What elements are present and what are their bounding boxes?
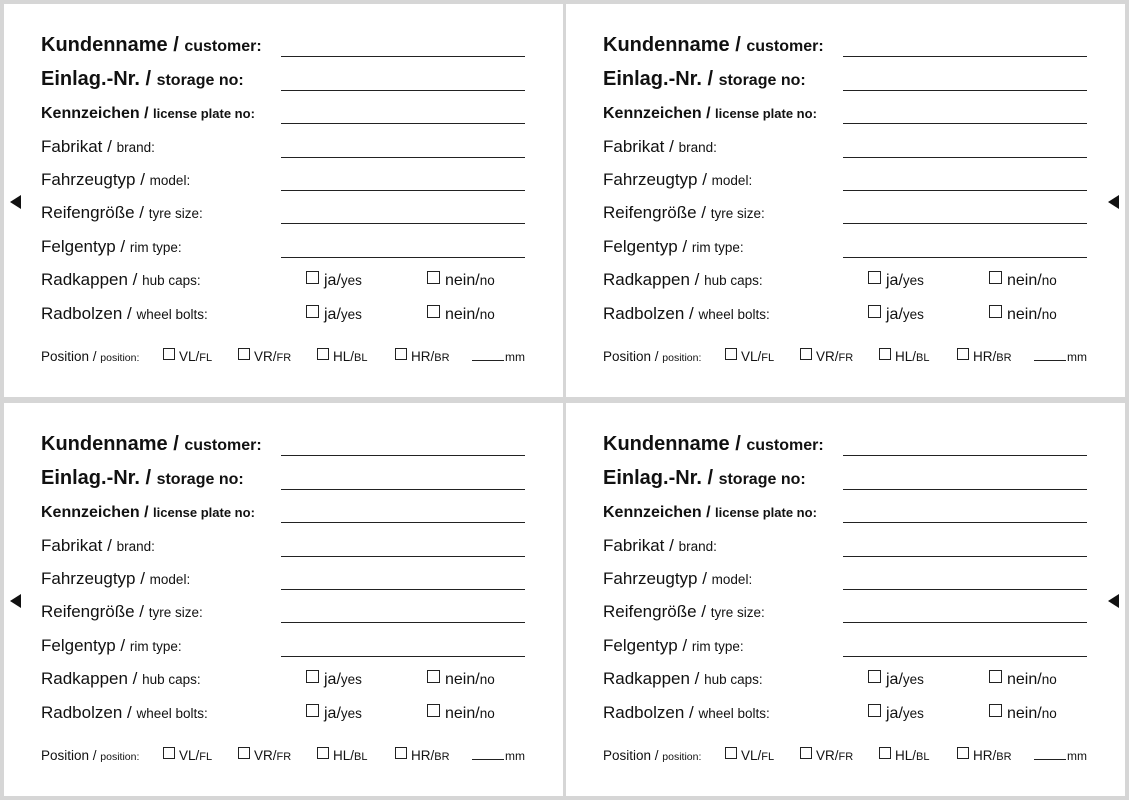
tread-depth-blank (1034, 360, 1066, 361)
tread-depth-field[interactable]: mm (472, 749, 525, 763)
checkbox-icon (317, 747, 329, 759)
triangle-pointer-icon (1108, 195, 1119, 209)
wheel-bolts-label: Radbolzen / wheel bolts: (603, 703, 770, 722)
hub-caps-row (41, 263, 525, 297)
checkbox-icon (427, 305, 440, 318)
tyre-storage-label-2 (566, 4, 1125, 397)
checkbox-icon (238, 747, 250, 759)
checkbox-icon (868, 704, 881, 717)
hub-caps-no-checkbox[interactable]: nein/no (427, 271, 495, 291)
checkbox-icon (989, 305, 1002, 318)
triangle-pointer-icon (10, 594, 21, 608)
customer-name-field[interactable] (281, 56, 525, 57)
model-row (603, 163, 1087, 197)
customer-name-field[interactable] (281, 455, 525, 456)
triangle-pointer-icon (10, 195, 21, 209)
brand-row (603, 529, 1087, 563)
wheel-bolts-no-checkbox[interactable]: nein/no (989, 305, 1057, 325)
customer-name-label: Kundenname / customer: (603, 433, 824, 455)
wheel-bolts-yes-checkbox[interactable]: ja/yes (306, 305, 362, 325)
checkbox-icon (989, 704, 1002, 717)
position-bl-checkbox[interactable]: HL/BL (317, 747, 367, 763)
checkbox-icon (317, 348, 329, 360)
tyre-size-label: Reifengröße / tyre size: (603, 203, 765, 222)
license-plate-field[interactable] (281, 522, 525, 523)
customer-name-label: Kundenname / customer: (603, 34, 824, 56)
wheel-bolts-label: Radbolzen / wheel bolts: (41, 304, 208, 323)
wheel-bolts-label: Radbolzen / wheel bolts: (603, 304, 770, 323)
storage-no-label: Einlag.-Nr. / storage no: (603, 467, 806, 489)
hub-caps-no-checkbox[interactable]: nein/no (989, 271, 1057, 291)
rim-type-row (41, 230, 525, 264)
license-plate-label: Kennzeichen / license plate no: (603, 504, 817, 521)
checkbox-icon (306, 670, 319, 683)
position-fr-checkbox[interactable]: VR/FR (800, 348, 853, 364)
customer-name-row (603, 428, 1087, 462)
license-plate-row (603, 96, 1087, 130)
license-plate-field[interactable] (281, 123, 525, 124)
storage-no-field[interactable] (843, 90, 1087, 91)
checkbox-icon (306, 271, 319, 284)
position-fl-checkbox[interactable]: VL/FL (725, 747, 774, 763)
model-label: Fahrzeugtyp / model: (603, 170, 753, 189)
tyre-size-row (41, 196, 525, 230)
wheel-bolts-yes-checkbox[interactable]: ja/yes (306, 704, 362, 724)
checkbox-icon (427, 670, 440, 683)
tyre-size-row (603, 196, 1087, 230)
license-plate-row (41, 495, 525, 529)
tyre-size-field[interactable] (843, 223, 1087, 224)
wheel-bolts-yes-checkbox[interactable]: ja/yes (868, 305, 924, 325)
model-label: Fahrzeugtyp / model: (41, 569, 191, 588)
rim-type-label: Felgentyp / rim type: (41, 636, 182, 655)
customer-name-row (41, 29, 525, 63)
storage-no-label: Einlag.-Nr. / storage no: (41, 68, 244, 90)
position-br-checkbox[interactable]: HR/BR (395, 348, 450, 364)
checkbox-icon (989, 271, 1002, 284)
tyre-size-field[interactable] (843, 622, 1087, 623)
position-row (41, 741, 525, 769)
hub-caps-label: Radkappen / hub caps: (603, 669, 763, 688)
customer-name-row (41, 428, 525, 462)
customer-name-row (603, 29, 1087, 63)
checkbox-icon (238, 348, 250, 360)
brand-label: Fabrikat / brand: (41, 137, 155, 156)
rim-type-field[interactable] (843, 257, 1087, 258)
model-field[interactable] (843, 190, 1087, 191)
tyre-storage-label-3 (4, 403, 563, 796)
checkbox-icon (725, 747, 737, 759)
checkbox-icon (868, 305, 881, 318)
storage-no-field[interactable] (843, 489, 1087, 490)
tyre-size-label: Reifengröße / tyre size: (603, 602, 765, 621)
wheel-bolts-row (603, 297, 1087, 331)
storage-no-row (603, 462, 1087, 496)
tyre-storage-label-4 (566, 403, 1125, 796)
checkbox-icon (395, 747, 407, 759)
license-plate-label: Kennzeichen / license plate no: (41, 504, 255, 521)
wheel-bolts-no-checkbox[interactable]: nein/no (989, 704, 1057, 724)
position-fl-checkbox[interactable]: VL/FL (725, 348, 774, 364)
wheel-bolts-no-checkbox[interactable]: nein/no (427, 704, 495, 724)
position-bl-checkbox[interactable]: HL/BL (879, 747, 929, 763)
model-field[interactable] (281, 589, 525, 590)
hub-caps-yes-checkbox[interactable]: ja/yes (306, 271, 362, 291)
wheel-bolts-row (41, 696, 525, 730)
hub-caps-label: Radkappen / hub caps: (41, 669, 201, 688)
checkbox-icon (957, 348, 969, 360)
customer-name-label: Kundenname / customer: (41, 433, 262, 455)
hub-caps-row (41, 662, 525, 696)
storage-no-row (41, 462, 525, 496)
tyre-size-label: Reifengröße / tyre size: (41, 203, 203, 222)
checkbox-icon (800, 747, 812, 759)
hub-caps-yes-checkbox[interactable]: ja/yes (868, 670, 924, 690)
brand-row (41, 529, 525, 563)
tyre-size-row (603, 595, 1087, 629)
position-bl-checkbox[interactable]: HL/BL (879, 348, 929, 364)
tread-depth-field[interactable]: mm (1034, 350, 1087, 364)
checkbox-icon (306, 704, 319, 717)
wheel-bolts-label: Radbolzen / wheel bolts: (41, 703, 208, 722)
checkbox-icon (306, 305, 319, 318)
checkbox-icon (879, 747, 891, 759)
rim-type-row (603, 230, 1087, 264)
storage-no-label: Einlag.-Nr. / storage no: (41, 467, 244, 489)
hub-caps-no-checkbox[interactable]: nein/no (427, 670, 495, 690)
tyre-size-field[interactable] (281, 223, 525, 224)
position-br-checkbox[interactable]: HR/BR (957, 348, 1012, 364)
checkbox-icon (427, 704, 440, 717)
checkbox-icon (868, 271, 881, 284)
model-row (603, 562, 1087, 596)
checkbox-icon (395, 348, 407, 360)
model-row (41, 163, 525, 197)
license-plate-field[interactable] (843, 123, 1087, 124)
hub-caps-yes-checkbox[interactable]: ja/yes (306, 670, 362, 690)
position-bl-checkbox[interactable]: HL/BL (317, 348, 367, 364)
hub-caps-row (603, 662, 1087, 696)
license-plate-label: Kennzeichen / license plate no: (603, 105, 817, 122)
storage-no-row (41, 63, 525, 97)
hub-caps-yes-checkbox[interactable]: ja/yes (868, 271, 924, 291)
tread-depth-blank (1034, 759, 1066, 760)
position-fl-checkbox[interactable]: VL/FL (163, 747, 212, 763)
customer-name-label: Kundenname / customer: (41, 34, 262, 56)
storage-no-field[interactable] (281, 90, 525, 91)
position-br-checkbox[interactable]: HR/BR (395, 747, 450, 763)
model-label: Fahrzeugtyp / model: (41, 170, 191, 189)
brand-field[interactable] (843, 556, 1087, 557)
brand-label: Fabrikat / brand: (603, 137, 717, 156)
hub-caps-label: Radkappen / hub caps: (41, 270, 201, 289)
rim-type-label: Felgentyp / rim type: (603, 237, 744, 256)
triangle-pointer-icon (1108, 594, 1119, 608)
license-plate-row (603, 495, 1087, 529)
position-fr-checkbox[interactable]: VR/FR (800, 747, 853, 763)
position-fr-checkbox[interactable]: VR/FR (238, 747, 291, 763)
rim-type-field[interactable] (281, 656, 525, 657)
wheel-bolts-row (41, 297, 525, 331)
checkbox-icon (163, 348, 175, 360)
checkbox-icon (163, 747, 175, 759)
brand-row (603, 130, 1087, 164)
rim-type-label: Felgentyp / rim type: (603, 636, 744, 655)
tyre-size-label: Reifengröße / tyre size: (41, 602, 203, 621)
rim-type-row (603, 629, 1087, 663)
storage-no-field[interactable] (281, 489, 525, 490)
rim-type-field[interactable] (281, 257, 525, 258)
model-row (41, 562, 525, 596)
position-label: Position / position: (603, 748, 702, 763)
license-plate-field[interactable] (843, 522, 1087, 523)
rim-type-row (41, 629, 525, 663)
label-sheet (4, 4, 1125, 796)
storage-no-label: Einlag.-Nr. / storage no: (603, 68, 806, 90)
wheel-bolts-row (603, 696, 1087, 730)
tyre-size-field[interactable] (281, 622, 525, 623)
model-label: Fahrzeugtyp / model: (603, 569, 753, 588)
checkbox-icon (725, 348, 737, 360)
position-label: Position / position: (603, 349, 702, 364)
checkbox-icon (427, 271, 440, 284)
storage-no-row (603, 63, 1087, 97)
tread-depth-blank (472, 360, 504, 361)
checkbox-icon (989, 670, 1002, 683)
wheel-bolts-yes-checkbox[interactable]: ja/yes (868, 704, 924, 724)
rim-type-label: Felgentyp / rim type: (41, 237, 182, 256)
license-plate-label: Kennzeichen / license plate no: (41, 105, 255, 122)
brand-field[interactable] (843, 157, 1087, 158)
position-label: Position / position: (41, 349, 140, 364)
tyre-size-row (41, 595, 525, 629)
brand-row (41, 130, 525, 164)
customer-name-field[interactable] (843, 455, 1087, 456)
brand-label: Fabrikat / brand: (603, 536, 717, 555)
model-field[interactable] (843, 589, 1087, 590)
hub-caps-no-checkbox[interactable]: nein/no (989, 670, 1057, 690)
position-label: Position / position: (41, 748, 140, 763)
wheel-bolts-no-checkbox[interactable]: nein/no (427, 305, 495, 325)
license-plate-row (41, 96, 525, 130)
brand-field[interactable] (281, 556, 525, 557)
position-row (603, 342, 1087, 370)
position-fl-checkbox[interactable]: VL/FL (163, 348, 212, 364)
position-row (41, 342, 525, 370)
checkbox-icon (800, 348, 812, 360)
position-br-checkbox[interactable]: HR/BR (957, 747, 1012, 763)
rim-type-field[interactable] (843, 656, 1087, 657)
brand-label: Fabrikat / brand: (41, 536, 155, 555)
position-row (603, 741, 1087, 769)
checkbox-icon (879, 348, 891, 360)
hub-caps-label: Radkappen / hub caps: (603, 270, 763, 289)
hub-caps-row (603, 263, 1087, 297)
tread-depth-field[interactable]: mm (472, 350, 525, 364)
checkbox-icon (868, 670, 881, 683)
tyre-storage-label-1 (4, 4, 563, 397)
tread-depth-blank (472, 759, 504, 760)
position-fr-checkbox[interactable]: VR/FR (238, 348, 291, 364)
model-field[interactable] (281, 190, 525, 191)
tread-depth-field[interactable]: mm (1034, 749, 1087, 763)
brand-field[interactable] (281, 157, 525, 158)
customer-name-field[interactable] (843, 56, 1087, 57)
checkbox-icon (957, 747, 969, 759)
